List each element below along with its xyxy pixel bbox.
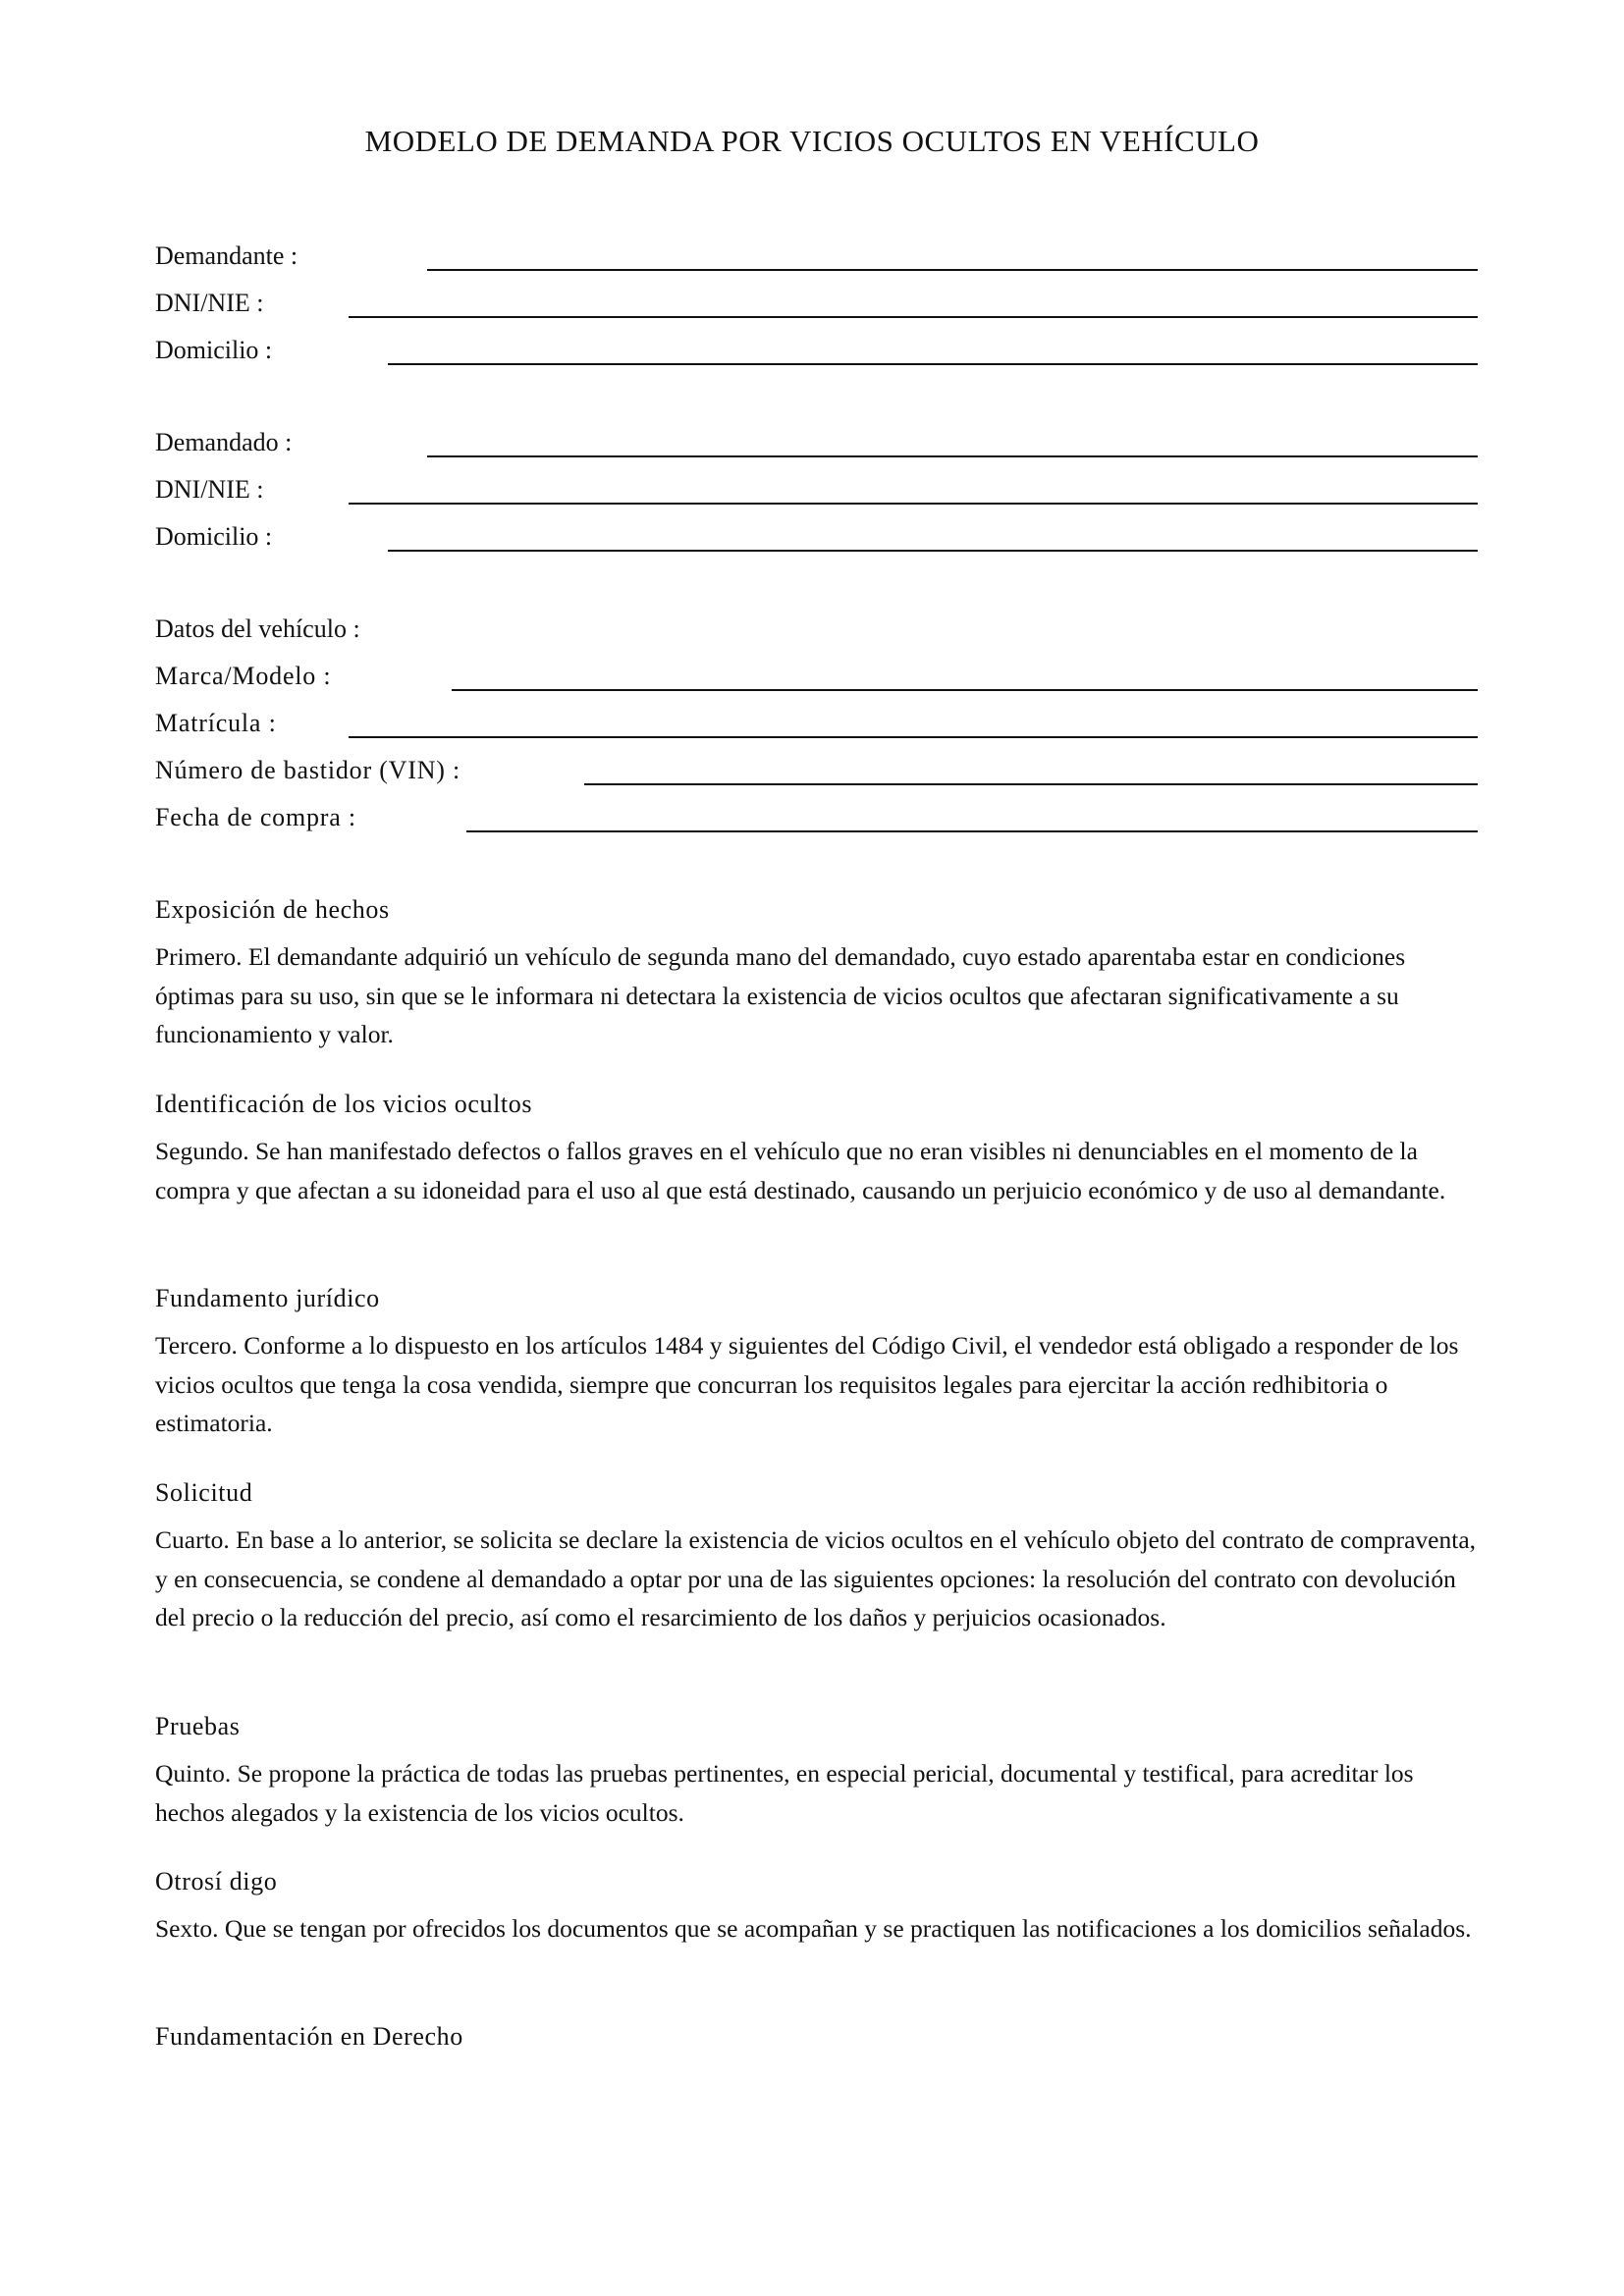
demandado-name-line[interactable]: [427, 455, 1478, 457]
demandado-domicilio-line[interactable]: [388, 550, 1478, 552]
demandante-dni-line[interactable]: [349, 316, 1478, 318]
demandado-dni-line[interactable]: [349, 503, 1478, 505]
vehiculo-fecha-field: [155, 801, 1478, 848]
section-heading-solicitud: Solicitud: [155, 1478, 253, 1507]
demandado-dni-label: DNI/NIE :: [155, 475, 264, 504]
demandado-dni-field: [155, 473, 1478, 520]
demandante-domicilio-field: [155, 334, 1478, 381]
vehiculo-bastidor-label: Número de bastidor (VIN) :: [155, 756, 461, 784]
vehiculo-matricula-line[interactable]: [349, 736, 1478, 738]
demandado-domicilio-field: [155, 520, 1478, 567]
demandante-dni-label: DNI/NIE :: [155, 289, 264, 317]
section-heading-fundamento: Fundamento jurídico: [155, 1284, 380, 1312]
demandado-domicilio-label: Domicilio :: [155, 522, 273, 551]
vehiculo-marca-label: Marca/Modelo :: [155, 662, 332, 690]
section-heading-derecho: Fundamentación en Derecho: [155, 2022, 463, 2051]
demandante-dni-field: [155, 287, 1478, 334]
demandado-name-label: Demandado :: [155, 428, 293, 456]
section-heading-vicios: Identificación de los vicios ocultos: [155, 1090, 533, 1118]
section-body-pruebas: Quinto. Se propone la práctica de todas las pruebas pertinentes, en especial pericial, documental y testifical, para acreditar los hechos alegados y la existencia de los vicios ocultos.: [155, 1759, 1414, 1827]
vehiculo-matricula-field: [155, 707, 1478, 754]
section-body-fundamento: Tercero. Conforme a lo dispuesto en los artículos 1484 y siguientes del Código Civil, el vendedor está obligado a responder de los vicios ocultos que tenga la cosa vendida, siempre que concurran los requisitos legales para ejercitar la acción redhibitoria o estimatoria.: [155, 1331, 1459, 1437]
section-body-solicitud: Cuarto. En base a lo anterior, se solicita se declare la existencia de vicios ocultos en el vehículo objeto del contrato de compraventa, y en consecuencia, se condene al demandado a optar por una de las siguientes opciones: la resolución del contrato con devolución del precio o la reducción del precio, así como el resarcimiento de los daños y perjuicios ocasionados.: [155, 1525, 1477, 1631]
document-title: MODELO DE DEMANDA POR VICIOS OCULTOS EN VEHÍCULO: [364, 124, 1260, 158]
demandante-domicilio-label: Domicilio :: [155, 336, 273, 364]
section-heading-hechos: Exposición de hechos: [155, 895, 390, 924]
demandante-name-label: Demandante :: [155, 241, 298, 270]
section-heading-otrosi: Otrosí digo: [155, 1867, 278, 1896]
vehiculo-matricula-label: Matrícula :: [155, 709, 277, 737]
vehiculo-fecha-label: Fecha de compra :: [155, 803, 356, 831]
vehiculo-heading-row: [155, 613, 1478, 660]
section-heading-pruebas: Pruebas: [155, 1712, 241, 1740]
section-body-vicios: Segundo. Se han manifestado defectos o fallos graves en el vehículo que no eran visibles ni denunciables en el momento de la compra y que afectan a su idoneidad para el uso al que está destinado, causando un perjuicio económico y de uso al demandante.: [155, 1137, 1446, 1204]
vehiculo-marca-field: [155, 660, 1478, 707]
demandante-name-line[interactable]: [427, 269, 1478, 271]
demandante-domicilio-line[interactable]: [388, 363, 1478, 365]
section-body-otrosi: Sexto. Que se tengan por ofrecidos los documentos que se acompañan y se practiquen las notificaciones a los domicilios señalados.: [155, 1914, 1472, 1943]
demandado-name-field: [155, 426, 1478, 473]
demandante-name-field: [155, 240, 1478, 287]
vehiculo-bastidor-field: [155, 754, 1478, 801]
vehiculo-marca-line[interactable]: [452, 689, 1478, 691]
vehiculo-fecha-line[interactable]: [466, 830, 1478, 832]
vehiculo-bastidor-line[interactable]: [584, 783, 1478, 785]
section-body-hechos: Primero. El demandante adquirió un vehículo de segunda mano del demandado, cuyo estado aparentaba estar en condiciones óptimas para su uso, sin que se le informara ni detectara la existencia de vicios ocultos que afectaran significativamente a su funcionamiento y valor.: [155, 942, 1406, 1048]
vehiculo-heading: Datos del vehículo :: [155, 614, 360, 643]
